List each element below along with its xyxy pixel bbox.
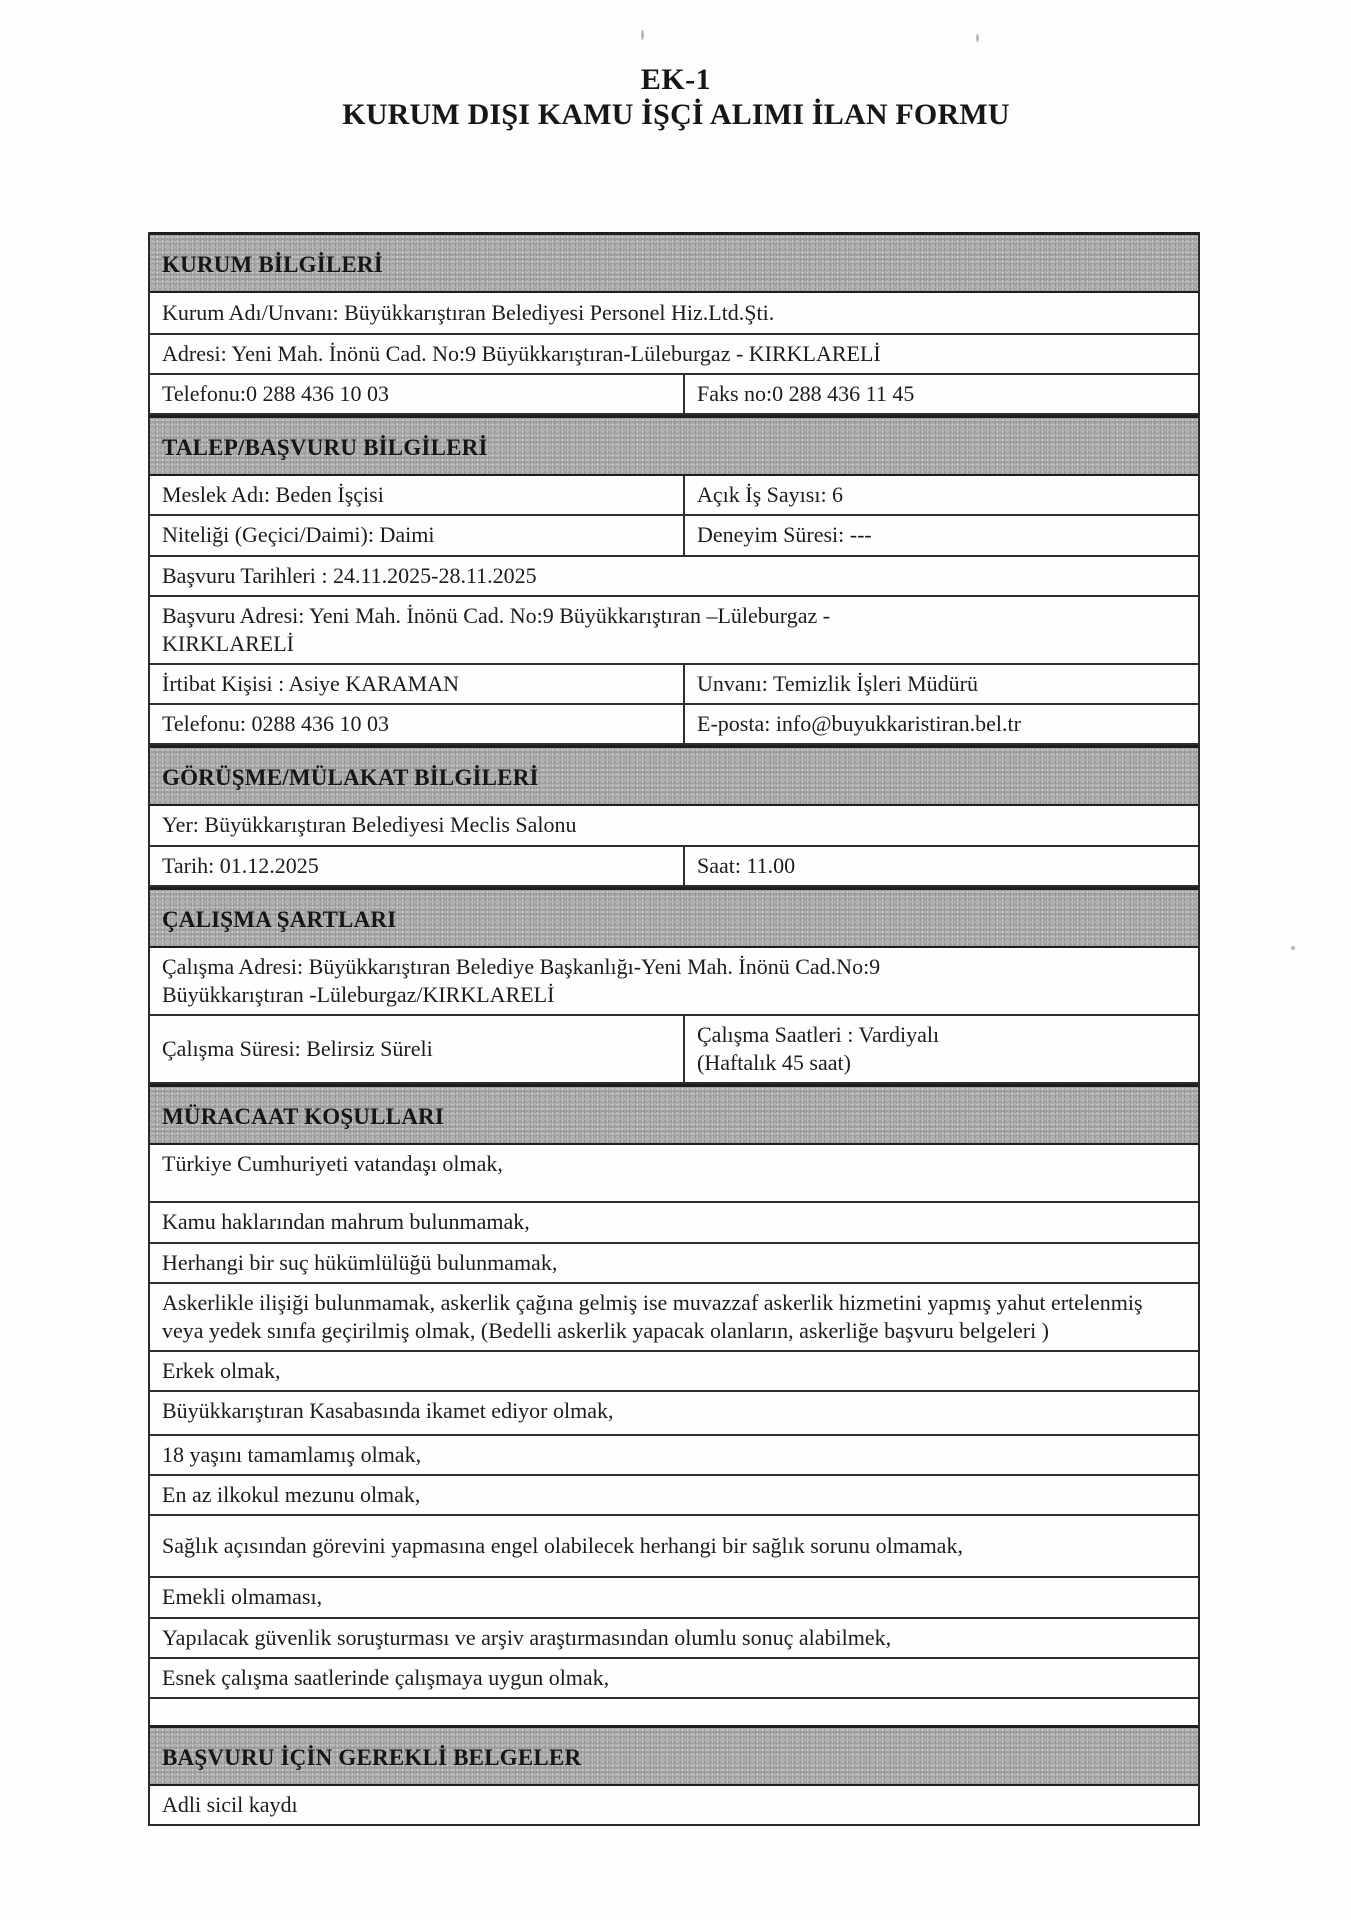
document-item-row	[150, 1786, 1198, 1824]
requirement-row	[150, 1436, 1198, 1476]
section-header-label: MÜRACAAT KOŞULLARI	[162, 1104, 444, 1130]
requirement-row	[150, 1476, 1198, 1516]
requirement-text: 18 yaşını tamamlamış olmak,	[162, 1442, 422, 1468]
row-kurum-adi	[150, 293, 1198, 335]
row-yer	[150, 806, 1198, 846]
form-table	[148, 232, 1200, 1826]
requirement-row	[150, 1203, 1198, 1243]
field-adresi: Adresi: Yeni Mah. İnönü Cad. No:9 Büyükkarıştıran-Lüleburgaz - KIRKLARELİ	[162, 341, 881, 366]
field-telefonu: Telefonu:0 288 436 10 03	[150, 375, 685, 413]
requirement-text: Erkek olmak,	[162, 1357, 281, 1383]
empty-cell	[150, 1699, 1198, 1725]
field-calisma-saatleri	[685, 1016, 1198, 1082]
document-item-text: Adli sicil kaydı	[162, 1791, 298, 1817]
row-telefon-eposta	[150, 705, 1198, 745]
document-subtitle: KURUM DIŞI KAMU İŞÇİ ALIMI İLAN FORMU	[342, 98, 1010, 132]
field-calisma-adresi: Çalışma Adresi: Büyükkarıştıran Belediye Başkanlığı-Yeni Mah. İnönü Cad.No:9 Büyükkarıştıran -Lüleburgaz/KIRKLARELİ	[162, 953, 881, 1007]
row-basvuru-tarihleri	[150, 557, 1198, 597]
requirement-text: Herhangi bir suç hükümlülüğü bulunmamak,	[162, 1249, 558, 1275]
requirement-row	[150, 1145, 1198, 1203]
field-basvuru-adresi: Başvuru Adresi: Yeni Mah. İnönü Cad. No:9 Büyükkarıştıran –Lüleburgaz - KIRKLARELİ	[162, 602, 831, 656]
requirement-row	[150, 1516, 1198, 1578]
field-calisma-suresi: Çalışma Süresi: Belirsiz Süreli	[150, 1016, 685, 1082]
requirement-text: Askerlikle ilişiği bulunmamak, askerlik çağına gelmiş ise muvazzaf askerlik hizmetini yapmış yahut ertelenmiş veya yedek sınıfa geçirilmiş olmak, (Bedelli askerlik yapacak olanların, askerliğe başvuru belgeleri )	[162, 1289, 1143, 1343]
field-eposta: E-posta: info@buyukkaristiran.bel.tr	[697, 711, 1021, 737]
scan-speck	[641, 30, 644, 40]
requirement-text: Büyükkarıştıran Kasabasında ikamet ediyor olmak,	[162, 1398, 614, 1424]
section-header-label: GÖRÜŞME/MÜLAKAT BİLGİLERİ	[162, 765, 539, 791]
field-deneyim-suresi: Deneyim Süresi: ---	[697, 522, 872, 548]
field-irtibat-kisisi: İrtibat Kişisi : Asiye KARAMAN	[150, 665, 685, 703]
section-header-talep-basvuru	[150, 415, 1198, 476]
section-header-label: TALEP/BAŞVURU BİLGİLERİ	[162, 435, 488, 461]
requirement-text: Kamu haklarından mahrum bulunmamak,	[162, 1209, 530, 1235]
requirement-row	[150, 1619, 1198, 1659]
row-tarih-saat	[150, 847, 1198, 887]
field-faks: Faks no:0 288 436 11 45	[697, 381, 915, 407]
requirement-row	[150, 1578, 1198, 1618]
requirement-text: Türkiye Cumhuriyeti vatandaşı olmak,	[162, 1151, 503, 1177]
row-niteligi-deneyim	[150, 516, 1198, 556]
requirement-row	[150, 1659, 1198, 1699]
requirement-row	[150, 1244, 1198, 1284]
field-saat: Saat: 11.00	[697, 852, 796, 878]
document-title-block	[148, 62, 1204, 133]
scan-speck	[1291, 946, 1295, 950]
row-meslek-acik-is	[150, 476, 1198, 516]
section-header-kurum-bilgileri	[150, 232, 1198, 293]
requirement-text: Yapılacak güvenlik soruşturması ve arşiv araştırmasından olumlu sonuç alabilmek,	[162, 1624, 892, 1650]
section-header-basvuru-belgeler	[150, 1725, 1198, 1786]
requirement-row	[150, 1352, 1198, 1392]
field-unvani: Unvanı: Temizlik İşleri Müdürü	[697, 671, 978, 697]
row-telefon-faks	[150, 375, 1198, 415]
requirement-text: Esnek çalışma saatlerinde çalışmaya uygun olmak,	[162, 1664, 610, 1690]
requirement-row	[150, 1392, 1198, 1436]
row-basvuru-adresi	[150, 597, 1198, 665]
section-header-gorusme-mulakat	[150, 745, 1198, 806]
field-yer: Yer: Büyükkarıştıran Belediyesi Meclis Salonu	[162, 812, 577, 838]
field-kurum-adi: Kurum Adı/Unvanı: Büyükkarıştıran Belediyesi Personel Hiz.Ltd.Şti.	[162, 299, 775, 325]
empty-spacer-row	[150, 1699, 1198, 1725]
document-title: EK-1	[640, 63, 712, 96]
section-header-label: KURUM BİLGİLERİ	[162, 252, 383, 277]
row-irtibat-unvan	[150, 665, 1198, 705]
requirement-row	[150, 1284, 1198, 1352]
field-niteligi: Niteliği (Geçici/Daimi): Daimi	[150, 516, 685, 554]
section-header-calisma-sartlari	[150, 887, 1198, 948]
section-header-label: BAŞVURU İÇİN GEREKLİ BELGELER	[162, 1744, 582, 1770]
row-calisma-adresi	[150, 948, 1198, 1016]
field-basvuru-tarihleri: Başvuru Tarihleri : 24.11.2025-28.11.2025	[162, 562, 537, 588]
section-header-muracaat-kosullari	[150, 1084, 1198, 1145]
scan-speck	[976, 34, 979, 42]
requirement-text: Sağlık açısından görevini yapmasına engel olabilecek herhangi bir sağlık sorunu olmamak,	[162, 1533, 963, 1559]
field-meslek-adi: Meslek Adı: Beden İşçisi	[150, 476, 685, 514]
requirement-text: En az ilkokul mezunu olmak,	[162, 1482, 421, 1508]
field-tarih: Tarih: 01.12.2025	[150, 847, 685, 885]
calisma-saatleri-line1: Çalışma Saatleri : Vardiyalı	[697, 1022, 940, 1048]
row-adresi	[150, 335, 1198, 375]
row-calisma-suresi-saatleri	[150, 1016, 1198, 1084]
requirement-text: Emekli olmaması,	[162, 1584, 323, 1610]
field-acik-is-sayisi: Açık İş Sayısı: 6	[697, 482, 844, 508]
section-header-label: ÇALIŞMA ŞARTLARI	[162, 906, 397, 932]
field-telefonu-2: Telefonu: 0288 436 10 03	[150, 705, 685, 743]
calisma-saatleri-line2: (Haftalık 45 saat)	[697, 1050, 851, 1076]
